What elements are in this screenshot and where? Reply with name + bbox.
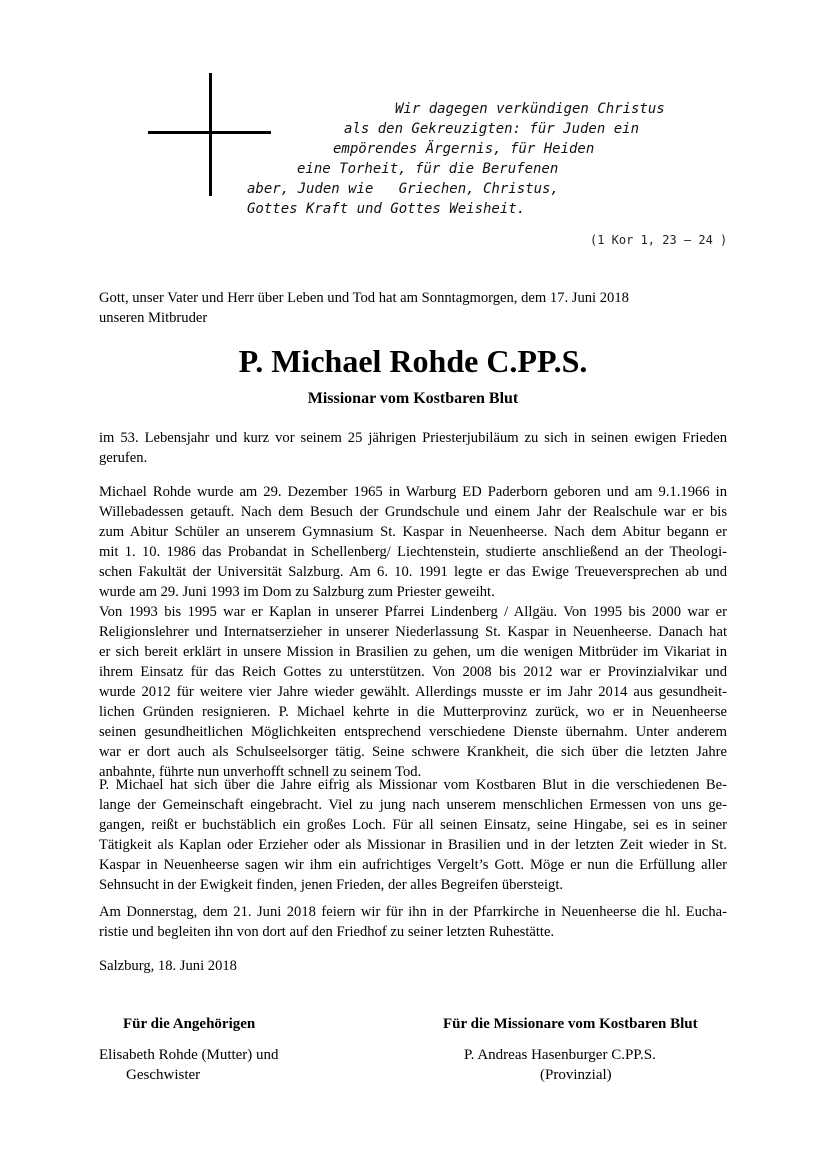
text-line: Salzburg, 18. Juni 2018	[99, 958, 237, 974]
paragraph-biography	[99, 482, 727, 602]
verse-line: eine Torheit, für die Berufenen	[297, 161, 559, 177]
text-line: Gott, unser Vater und Herr über Leben und Tod hat am Sonntagmorgen, dem 17. Juni 2018	[99, 290, 629, 306]
text-line: Kaspar in Neuenheerse sagen wir ihm ein aufrichtiges Vergelt’s Gott. Möge er nun die Erfüllung aller	[99, 857, 727, 873]
text-line: gangen, reißt er buchstäblich ein großes Loch. Für all seinen Einsatz, seine Hingabe, sei es in seiner	[99, 817, 727, 833]
signature-name: P. Andreas Hasenburger C.PP.S.	[464, 1047, 656, 1063]
paragraph-career	[99, 602, 727, 782]
signature-title: (Provinzial)	[540, 1067, 612, 1083]
text-line: gerufen.	[99, 450, 148, 466]
text-line: anbahnte, führte nun unverhofft schnell zu seinem Tod.	[99, 764, 422, 780]
text-line: lichen Gründen resignieren. P. Michael kehrte in die Mutterprovinz zurück, wo er in Neuenheerse	[99, 704, 727, 720]
cross-icon-vertical-bar	[209, 73, 212, 196]
text-line: ristie und begleiten ihn von dort auf den Friedhof zu seiner letzten Ruhestätte.	[99, 924, 555, 940]
paragraph-death	[99, 428, 727, 468]
signature-heading: Für die Angehörigen	[123, 1016, 256, 1032]
page-subtitle: Missionar vom Kostbaren Blut	[307, 390, 519, 407]
paragraph-funeral	[99, 902, 727, 942]
intro-text	[99, 288, 727, 328]
text-line: Religionslehrer und Internatserzieher in unserer Niederlassung St. Kaspar in Neuenheerse. Danach hat	[99, 624, 727, 640]
text-line: Sehnsucht in der Ewigkeit finden, jenen Frieden, der alles Begreifen übersteigt.	[99, 877, 564, 893]
signature-heading: Für die Missionare vom Kostbaren Blut	[443, 1016, 698, 1032]
verse-line: empörendes Ärgernis, für Heiden	[333, 141, 595, 157]
paragraph-tribute	[99, 775, 727, 895]
verse-line: Gottes Kraft und Gottes Weisheit.	[247, 201, 526, 217]
text-line: im 53. Lebensjahr und kurz vor seinem 25 jährigen Priesterjubiläum zu sich in seinen ewigen Frieden	[99, 430, 727, 446]
text-line: Willebadessen getauft. Nach dem Besuch der Grundschule und einem Jahr der Realschule war er bis	[99, 504, 727, 520]
text-line: mit 1. 10. 1986 das Probandat in Schellenberg/ Liechtenstein, studierte anschließend an der Theologi-	[99, 544, 727, 560]
text-line: ihrem Einsatz für das Reich Gottes zu unterstützen. Von 2008 bis 2012 war er Provinzialvikar und	[99, 664, 727, 680]
text-line: unseren Mitbruder	[99, 310, 208, 326]
text-line: war er dort auch als Schulseelsorger tätig. Seine schwere Krankheit, die sich über die letzten Jahre	[99, 744, 727, 760]
verse-line: aber, Juden wie Griechen, Christus,	[247, 181, 559, 197]
text-line: lange der Gemeinschaft eingebracht. Viel zu jung nach unserem menschlichen Ermessen von uns ge-	[99, 797, 727, 813]
text-line: er sich bereit erklärt in unsere Mission in Brasilien zu gehen, um die wenigen Mitbrüder im Vikariat in	[99, 644, 727, 660]
text-line: P. Michael hat sich über die Jahre eifrig als Missionar vom Kostbaren Blut in die verschiedenen Be-	[99, 777, 727, 793]
text-line: Am Donnerstag, dem 21. Juni 2018 feiern wir für ihn in der Pfarrkirche in Neuenheerse die hl. Eucha-	[99, 904, 727, 920]
verse-line: als den Gekreuzigten: für Juden ein	[344, 121, 640, 137]
text-line: zum Abitur Schüler an unserem Gymnasium St. Kaspar in Neuenheerse. Nach dem Abitur begann er	[99, 524, 727, 540]
signature-name: Geschwister	[126, 1067, 201, 1083]
text-line: Von 1993 bis 1995 war er Kaplan in unserer Pfarrei Lindenberg / Allgäu. Von 1995 bis 2000 war er	[99, 604, 727, 620]
text-line: wurde am 29. Juni 1993 im Dom zu Salzburg zum Priester geweiht.	[99, 584, 495, 600]
page-title: P. Michael Rohde C.PP.S.	[238, 343, 588, 379]
text-line: schen Fakultät der Universität Salzburg. Am 6. 10. 1991 legte er das Ewige Treueversprechen ab und	[99, 564, 727, 580]
verse-line: Wir dagegen verkündigen Christus	[395, 101, 665, 117]
signature-name: Elisabeth Rohde (Mutter) und	[99, 1047, 279, 1063]
place-date	[99, 956, 727, 976]
text-line: Tätigkeit als Kaplan oder Erzieher oder als Missionar in Brasilien und in der letzten Zeit wieder in St.	[99, 837, 727, 853]
text-line: wurde 2012 für weitere vier Jahre wieder gewählt. Allerdings musste er im Jahr 2014 aus gesundheit-	[99, 684, 727, 700]
verse-reference: (1 Kor 1, 23 – 24 )	[590, 233, 728, 247]
cross-icon-horizontal-bar	[148, 131, 271, 134]
text-line: seinen gesundheitlichen Möglichkeiten entsprechend verschiedene Dienste übernahm. Unter anderem	[99, 724, 727, 740]
text-line: Michael Rohde wurde am 29. Dezember 1965 in Warburg ED Paderborn geboren und am 9.1.1966 in	[99, 484, 727, 500]
